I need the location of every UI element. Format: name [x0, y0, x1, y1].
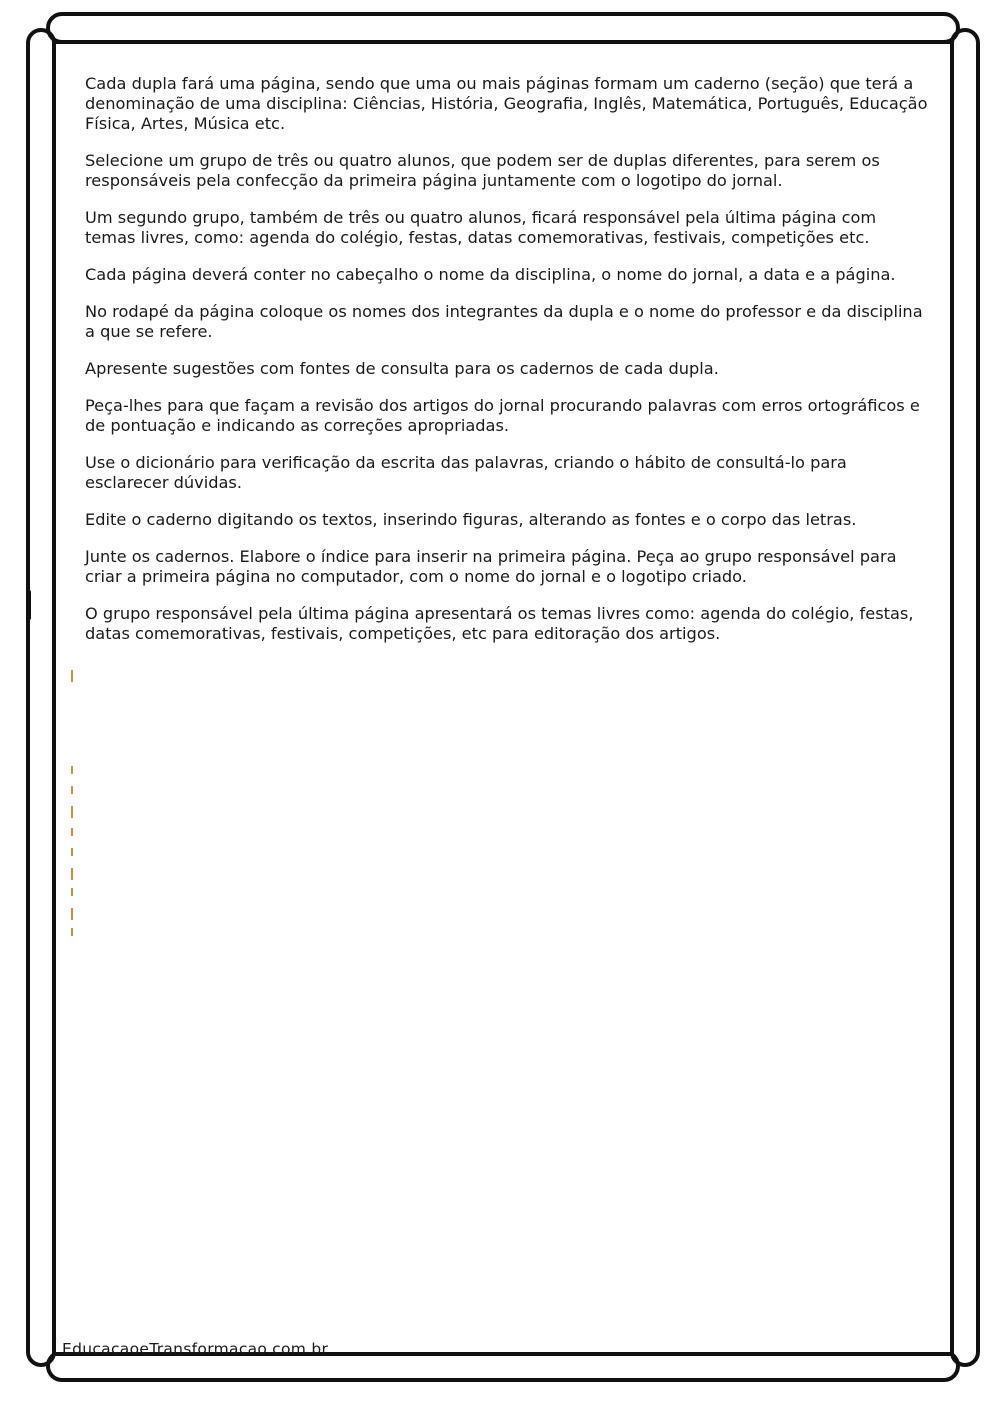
margin-mark	[71, 670, 73, 682]
margin-mark	[71, 868, 73, 880]
margin-mark	[71, 928, 73, 936]
paragraph-10: Junte os cadernos. Elabore o índice para inserir na primeira página. Peça ao grupo responsável para criar a primeira página no computador, com o nome do jornal e o logotipo criado.	[85, 547, 897, 586]
paragraph-11: O grupo responsável pela última página apresentará os temas livres como: agenda do colégio, festas, datas comemorativas, festivais, competições, etc para editoração dos artigos.	[85, 604, 914, 643]
margin-mark	[71, 806, 73, 818]
margin-mark	[71, 888, 73, 896]
frame-left-column	[28, 30, 54, 1365]
footer-site-credit: EducacaoeTransformacao.com.br	[62, 1340, 329, 1358]
margin-mark	[71, 766, 73, 774]
frame-outer-top	[48, 14, 958, 42]
margin-mark	[71, 786, 73, 794]
paragraph-9: Edite o caderno digitando os textos, inserindo figuras, alterando as fontes e o corpo das letras.	[85, 510, 857, 529]
paragraph-3: Um segundo grupo, também de três ou quatro alunos, ficará responsável pela última página com temas livres, como: agenda do colégio, festas, datas comemorativas, festivais, competições etc.	[85, 208, 877, 247]
paragraph-7: Peça-lhes para que façam a revisão dos artigos do jornal procurando palavras com erros ortográficos e de pontuação e indicando as correções apropriadas.	[85, 396, 920, 435]
paragraph-2: Selecione um grupo de três ou quatro alunos, que podem ser de duplas diferentes, para serem os responsáveis pela confecção da primeira página juntamente com o logotipo do jornal.	[85, 151, 880, 190]
instructions-body	[85, 74, 930, 661]
paragraph-5: No rodapé da página coloque os nomes dos integrantes da dupla e o nome do professor e da disciplina a que se refere.	[85, 302, 923, 341]
margin-mark	[71, 908, 73, 920]
paragraph-4: Cada página deverá conter no cabeçalho o nome da disciplina, o nome do jornal, a data e a página.	[85, 265, 896, 284]
paragraph-1: Cada dupla fará uma página, sendo que uma ou mais páginas formam um caderno (seção) que terá a denominação de uma disciplina: Ciências, História, Geografia, Inglês, Matemática, Português, Educação Física, Artes, Música etc.	[85, 74, 928, 133]
margin-mark	[71, 848, 73, 856]
paragraph-6: Apresente sugestões com fontes de consulta para os cadernos de cada dupla.	[85, 359, 719, 378]
margin-mark	[71, 828, 73, 836]
paragraph-8: Use o dicionário para verificação da escrita das palavras, criando o hábito de consultá-lo para esclarecer dúvidas.	[85, 453, 847, 492]
frame-right-column	[952, 30, 978, 1365]
